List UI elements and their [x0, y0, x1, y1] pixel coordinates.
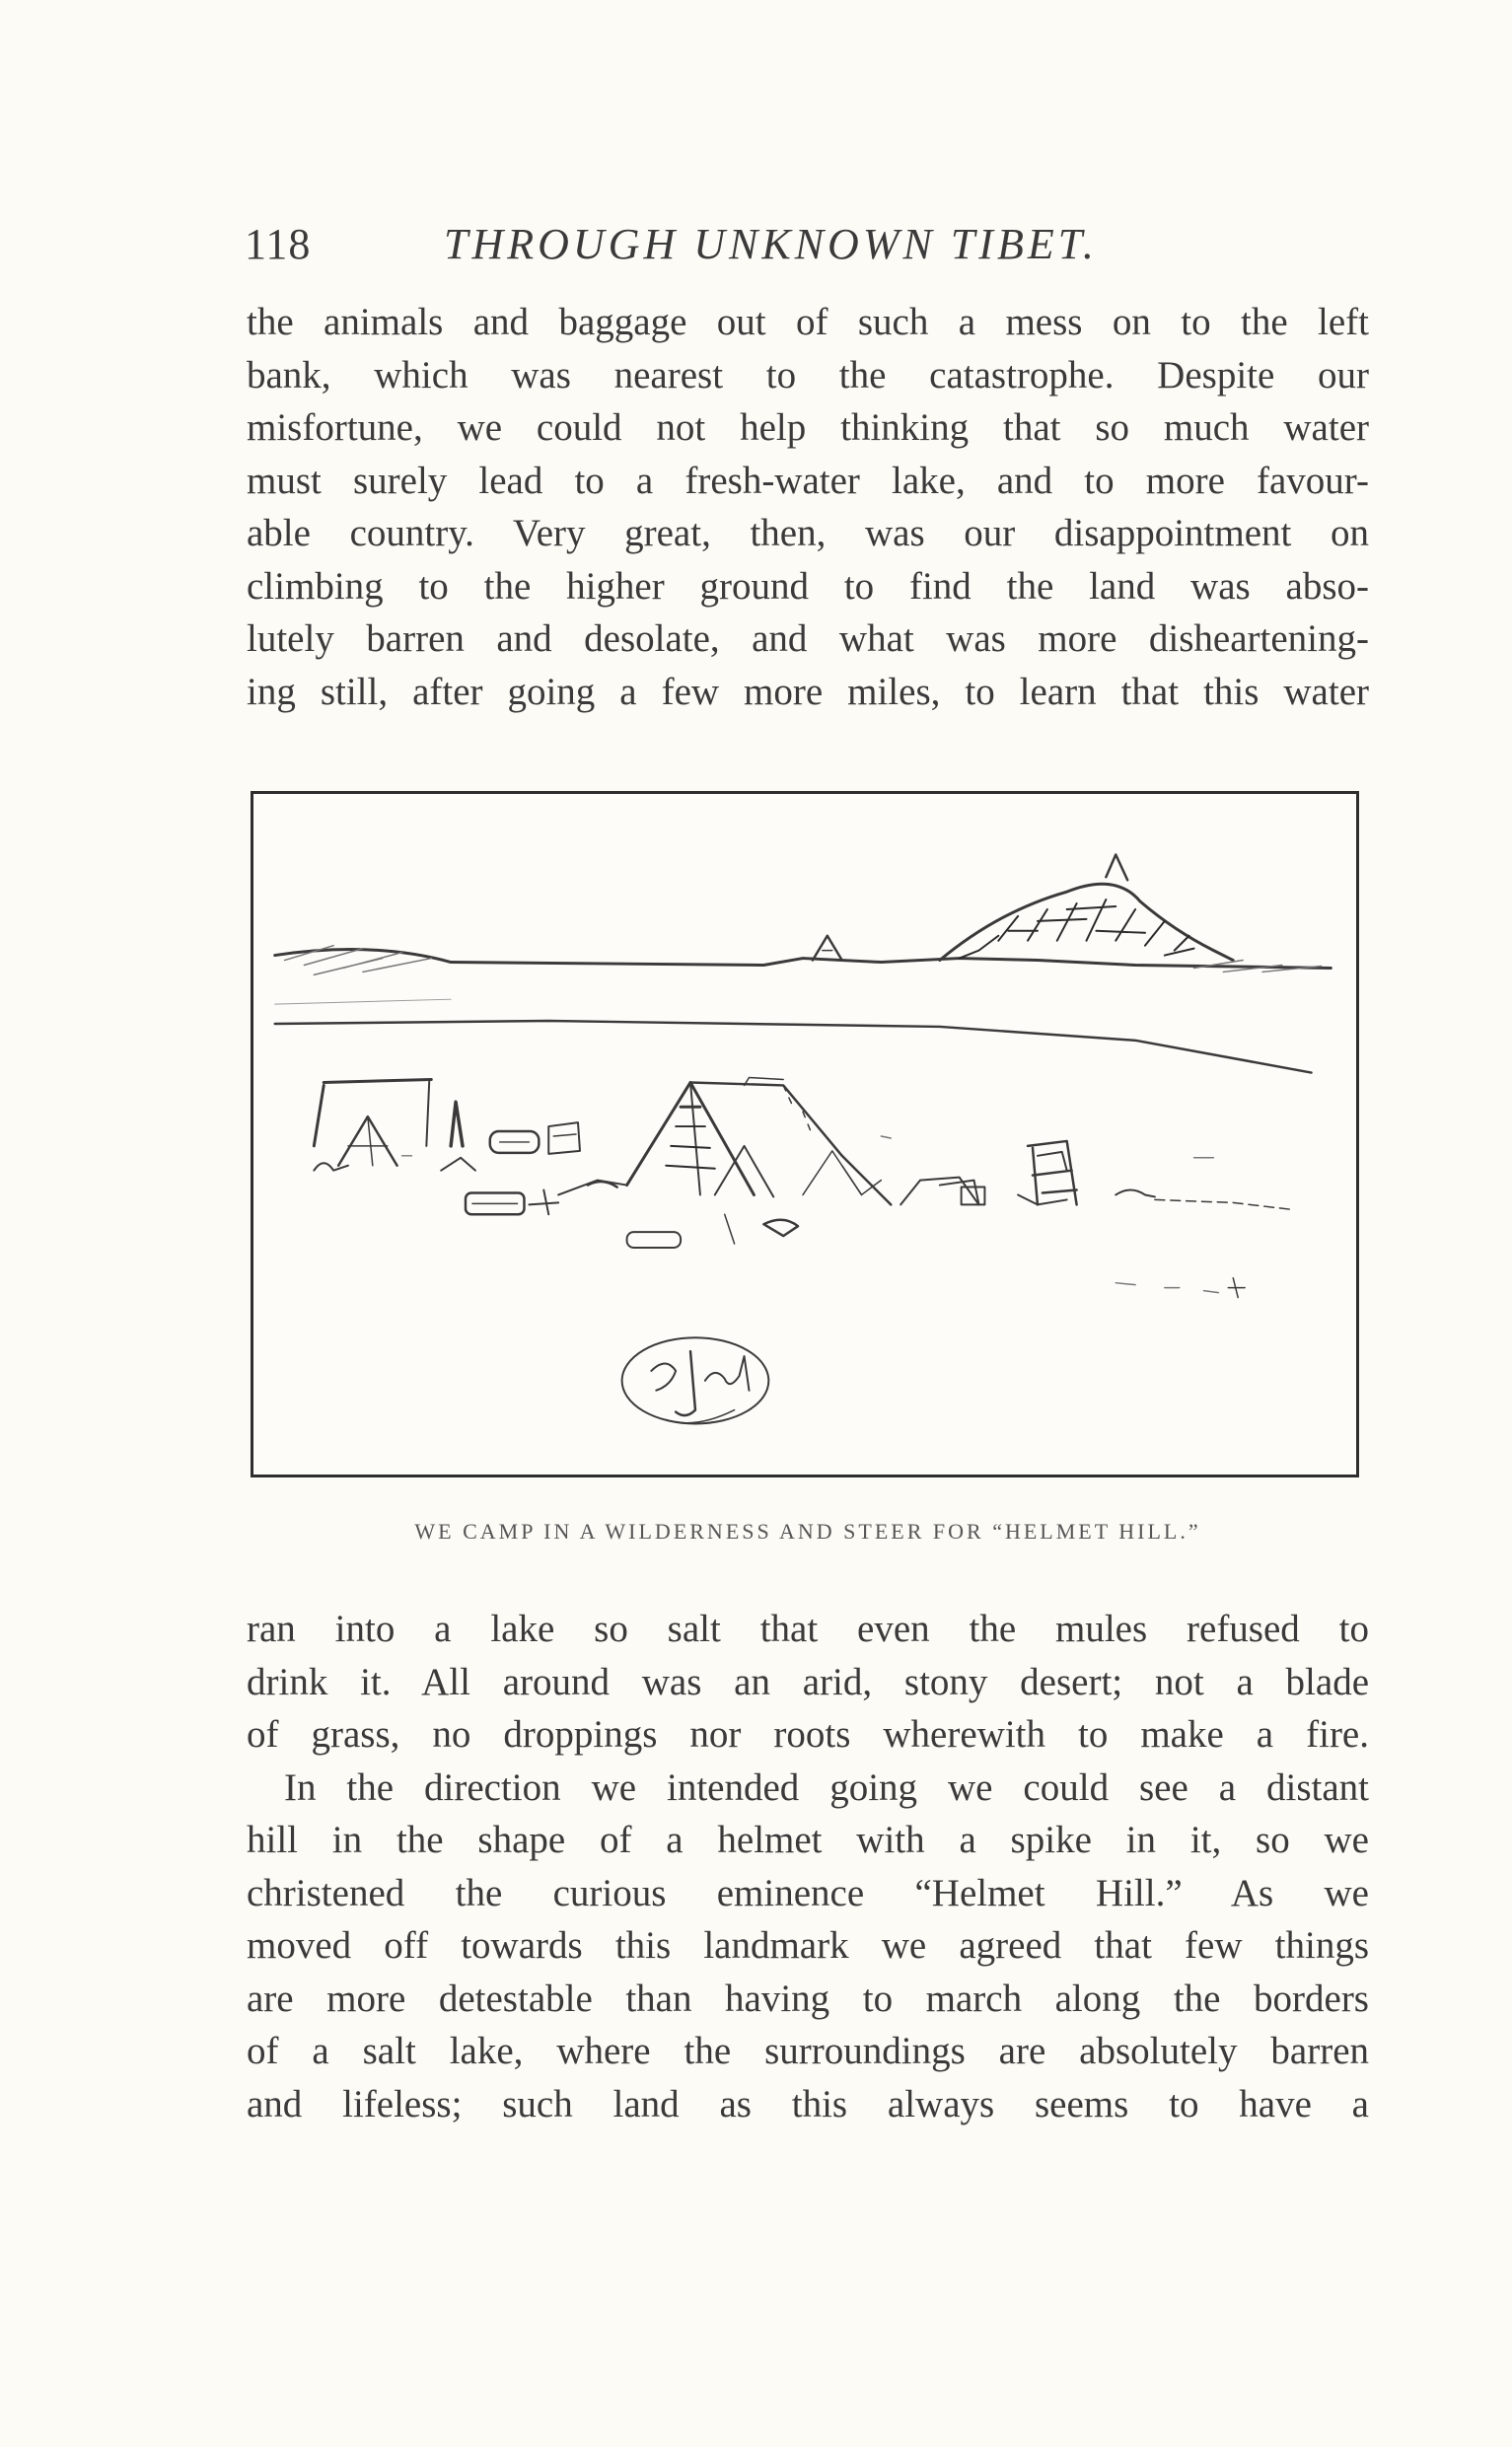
paragraph-top	[247, 296, 1369, 718]
text-line: of grass, no droppings nor roots wherewith to make a fire.	[247, 1713, 1369, 1756]
text-line: of a salt lake, where the surroundings are absolutely barren	[247, 2030, 1369, 2072]
camp-sketch	[253, 794, 1356, 1475]
text-line: are more detestable than having to march along the borders	[247, 1977, 1369, 2020]
text-line: and lifeless; such land as this always seems to have a	[247, 2082, 1369, 2125]
text-line: misfortune, we could not help thinking that so much water	[247, 406, 1369, 449]
text-line: In the direction we intended going we could see a distant	[284, 1765, 1369, 1809]
figure-caption: WE CAMP IN A WILDERNESS AND STEER FOR “HELMET HILL.”	[414, 1519, 1201, 1544]
text-line: hill in the shape of a helmet with a spike in it, so we	[247, 1819, 1369, 1861]
text-line: able country. Very great, then, was our disappointment on	[247, 512, 1369, 554]
text-line: christened the curious eminence “Helmet Hill.” As we	[247, 1871, 1369, 1914]
text-line: ran into a lake so salt that even the mules refused to	[247, 1608, 1369, 1650]
text-line: the animals and baggage out of such a mess on to the left	[247, 301, 1369, 343]
text-line: ing still, after going a few more miles, to learn that this water	[247, 670, 1369, 713]
text-line: lutely barren and desolate, and what was more disheartening-	[247, 617, 1369, 660]
paragraph-bottom	[247, 1603, 1369, 2130]
text-line: climbing to the higher ground to find the land was abso-	[247, 564, 1369, 608]
running-head-title: THROUGH UNKNOWN TIBET.	[444, 220, 1098, 268]
text-line: moved off towards this landmark we agreed that few things	[247, 1924, 1369, 1967]
text-line: must surely lead to a fresh-water lake, and to more favour-	[247, 459, 1369, 502]
text-line: bank, which was nearest to the catastrophe. Despite our	[247, 353, 1369, 396]
text-line: drink it. All around was an arid, stony desert; not a blade	[247, 1660, 1369, 1703]
signature-text: 8 July	[693, 1475, 697, 1477]
page-number: 118	[245, 220, 312, 268]
camp-illustration	[251, 791, 1359, 1477]
